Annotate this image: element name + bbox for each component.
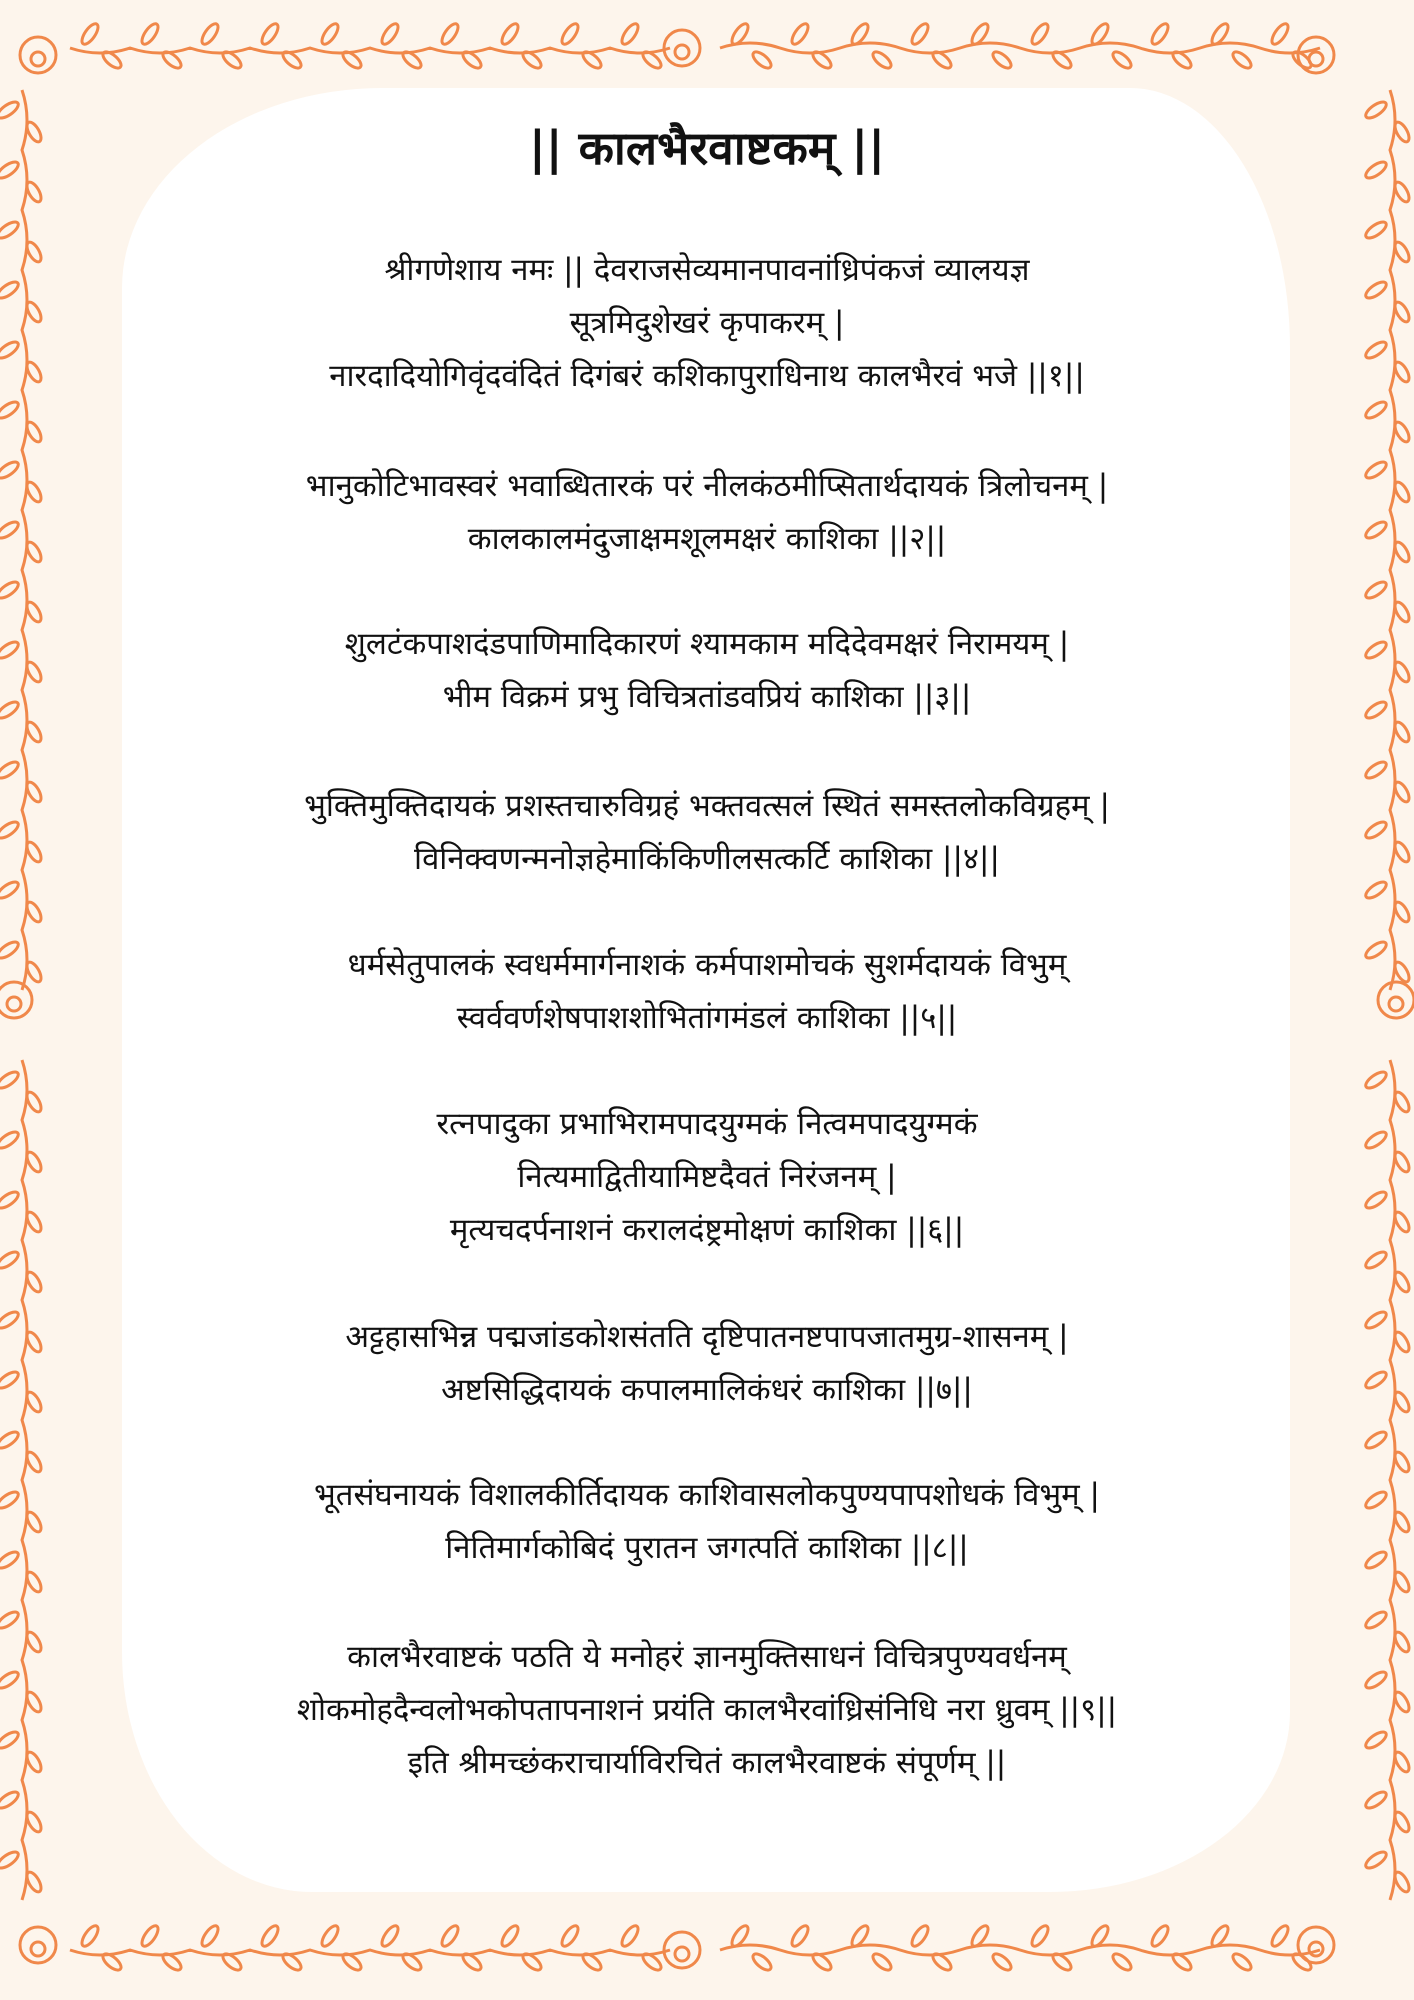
stanza-4 (0, 780, 1414, 886)
verse-line: रत्नपादुका प्रभाभिरामपादयुग्मकं नित्वमपादयुग्मकं (436, 1106, 978, 1142)
leaf-icon (199, 1923, 221, 1948)
leaf-icon (0, 219, 21, 241)
leaf-icon (199, 21, 221, 46)
verse-line: सूत्रमिदुशेखरं कृपाकरम् | (569, 305, 845, 341)
verse-line: भानुकोटिभावस्वरं भवाब्धितारकं परं नीलकंठमीप्सितार्थदायकं त्रिलोचनम् | (305, 468, 1109, 504)
vine-stem (720, 1945, 1320, 1955)
verse-line: भूतसंघनायकं विशालकीर्तिदायक काशिवासलोकपुण्यपापशोधकं विभुम् | (314, 1477, 1100, 1513)
leaf-icon (379, 21, 401, 46)
leaf-icon (559, 1923, 581, 1948)
leaf-icon (1149, 21, 1171, 46)
verse-line: शोकमोहदैन्वलोभकोपतापनाशनं प्रयंति कालभैरवांध्रिसंनिधि नरा ध्रुवम् ||९|| (296, 1692, 1118, 1728)
leaf-icon (0, 1849, 21, 1871)
leaf-icon (79, 21, 101, 46)
verse-line: मृत्यचदर्पनाशनं करालदंष्ट्रमोक्षणं काशिका ||६|| (449, 1212, 965, 1248)
leaf-icon (619, 21, 641, 46)
leaf-icon (0, 1069, 21, 1091)
leaf-icon (1230, 1951, 1253, 1973)
flower-icon (20, 1927, 56, 1963)
flower-icon (20, 37, 56, 73)
leaf-icon (1363, 1789, 1388, 1811)
leaf-icon (319, 21, 341, 46)
leaf-icon (319, 1923, 341, 1948)
stanza-7 (0, 1311, 1414, 1417)
verse-line: भीम विक्रमं प्रभु विचित्रतांडवप्रियं काशिका ||३|| (442, 679, 972, 715)
leaf-icon (559, 21, 581, 46)
leaf-icon (1029, 1923, 1051, 1948)
leaf-icon (1363, 579, 1388, 601)
leaf-icon (1110, 1951, 1133, 1973)
leaf-icon (1110, 49, 1133, 71)
leaf-icon (1363, 219, 1388, 241)
leaf-icon (0, 1789, 21, 1811)
leaf-icon (750, 49, 773, 71)
verse-line: अट्टहासभिन्न पद्मजांडकोशसंतति दृष्टिपातनष्टपापजातमुग्र-शासनम् | (345, 1319, 1069, 1355)
stanza-8 (0, 1469, 1414, 1575)
leaf-icon (259, 21, 281, 46)
leaf-icon (0, 759, 21, 781)
stanza-5 (0, 939, 1414, 1045)
stanza-2 (0, 460, 1414, 566)
leaf-icon (1363, 759, 1388, 781)
leaf-icon (1363, 1429, 1388, 1451)
leaf-icon (909, 21, 931, 46)
vine-stem (70, 48, 670, 53)
flower-icon (31, 1942, 45, 1956)
leaf-icon (990, 1951, 1013, 1973)
vine-stem (70, 1950, 670, 1955)
leaf-icon (499, 21, 521, 46)
verse-line: विनिक्वणन्मनोज्ञहेमाकिंकिणीलसत्कर्टि काशिका ||४|| (414, 841, 1000, 877)
leaf-icon (0, 1429, 21, 1451)
leaf-icon (139, 1923, 161, 1948)
stanza-3 (0, 618, 1414, 724)
stanza-9 (0, 1631, 1414, 1790)
verse-line: भुक्तिमुक्तिदायकं प्रशस्तचारुविग्रहं भक्तवत्सलं स्थितं समस्तलोकविग्रहम् | (304, 788, 1110, 824)
leaf-icon (789, 21, 811, 46)
stanza-6 (0, 1098, 1414, 1257)
verse-line: नित्यमाद्वितीयामिष्टदैवतं निरंजनम् | (517, 1159, 897, 1195)
leaf-icon (1269, 1923, 1291, 1948)
leaf-icon (1230, 49, 1253, 71)
leaf-icon (1363, 1069, 1388, 1091)
page-title: || कालभैरवाष्टकम् || (528, 121, 885, 175)
leaf-icon (0, 1609, 21, 1631)
leaf-icon (789, 1923, 811, 1948)
leaf-icon (1363, 1849, 1388, 1871)
leaf-icon (1363, 1609, 1388, 1631)
verse-line: इति श्रीमच्छंकराचार्याविरचितं कालभैरवाष्टकं संपूर्णम् || (407, 1745, 1007, 1781)
leaf-icon (870, 49, 893, 71)
leaf-icon (259, 1923, 281, 1948)
stanza-1 (0, 244, 1414, 403)
leaf-icon (1269, 21, 1291, 46)
flower-icon (31, 52, 45, 66)
flower-icon (675, 45, 689, 59)
leaf-icon (499, 1923, 521, 1948)
leaf-icon (990, 49, 1013, 71)
leaf-icon (1029, 21, 1051, 46)
leaf-icon (439, 1923, 461, 1948)
flower-icon (1309, 1942, 1323, 1956)
verse-line: नारदादियोगिवृंदवंदितं दिगंबरं कशिकापुराधिनाथ कालभैरवं भजे ||१|| (329, 358, 1085, 394)
leaf-icon (619, 1923, 641, 1948)
leaf-icon (379, 1923, 401, 1948)
verse-line: श्रीगणेशाय नमः || देवराजसेव्यमानपावनांध्रिपंकजं व्यालयज्ञ (384, 252, 1030, 288)
verse-line: धर्मसेतुपालकं स्वधर्ममार्गनाशकं कर्मपाशमोचकं सुशर्मदायकं विभुम् (347, 947, 1067, 983)
leaf-icon (750, 1951, 773, 1973)
leaf-icon (139, 21, 161, 46)
leaf-icon (79, 1923, 101, 1948)
flower-icon (1298, 1927, 1334, 1963)
verse-line: नितिमार्गकोबिदं पुरातन जगत्पतिं काशिका ||८|| (445, 1530, 969, 1566)
leaf-icon (870, 1951, 893, 1973)
leaf-icon (0, 579, 21, 601)
flower-icon (1309, 52, 1323, 66)
vine-stem (720, 43, 1320, 53)
verse-line: शुलटंकपाशदंडपाणिमादिकारणं श्यामकाम मदिदेवमक्षरं निरामयम् | (344, 626, 1070, 662)
leaf-icon (1149, 1923, 1171, 1948)
flower-icon (675, 1947, 689, 1961)
leaf-icon (439, 21, 461, 46)
leaf-icon (909, 1923, 931, 1948)
verse-line: कालकालमंदुजाक्षमशूलमक्षरं काशिका ||२|| (467, 521, 947, 557)
verse-line: अष्टसिद्धिदायकं कपालमालिकंधरं काशिका ||७|| (441, 1372, 973, 1408)
verse-line: स्वर्ववर्णशेषपाशशोभितांगमंडलं काशिका ||५|| (456, 1000, 958, 1036)
verse-line: कालभैरवाष्टकं पठति ये मनोहरं ज्ञानमुक्तिसाधनं विचित्रपुण्यवर्धनम् (347, 1639, 1067, 1675)
